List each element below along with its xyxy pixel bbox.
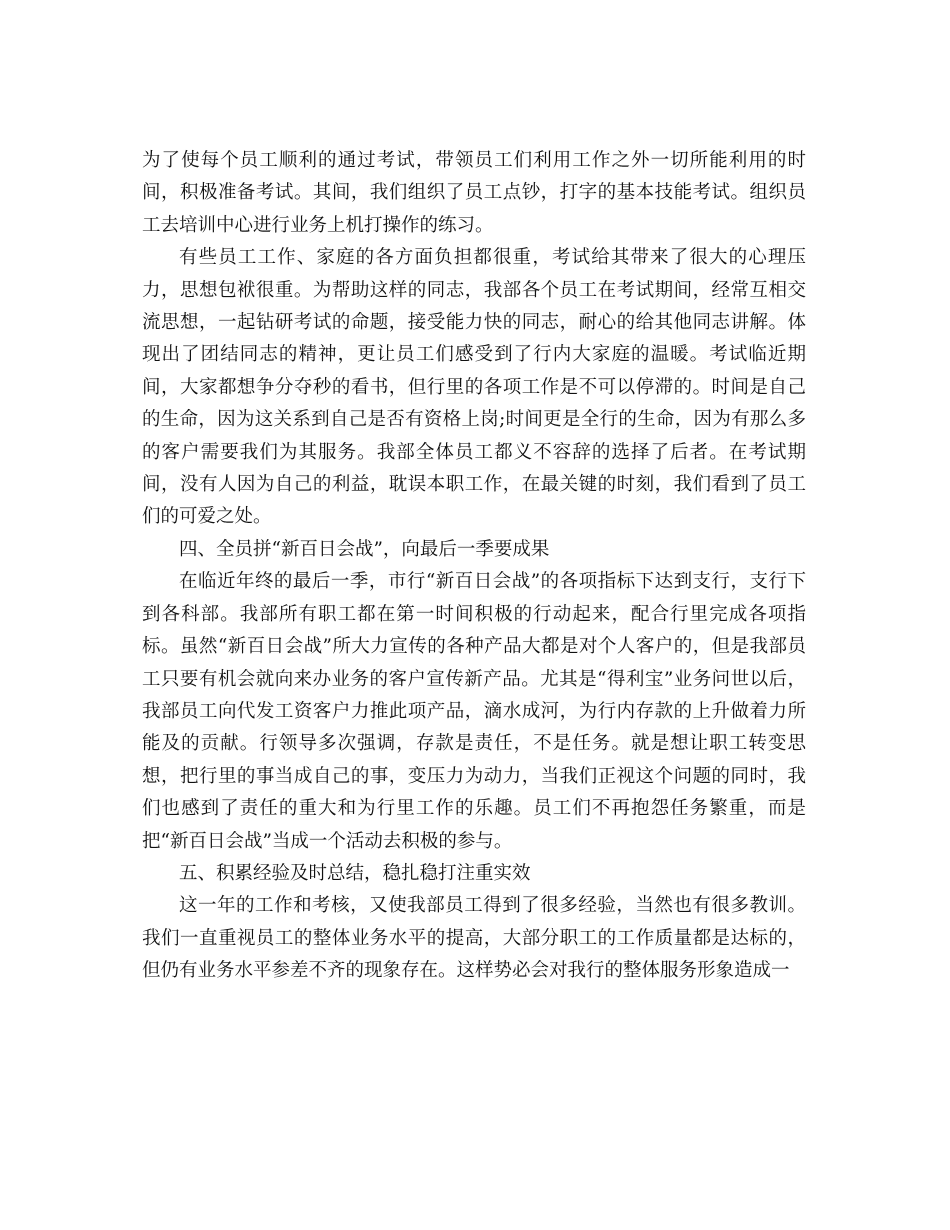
paragraph-exam-preparation: 为了使每个员工顺利的通过考试，带领员工们利用工作之外一切所能利用的时间，积极准备考试。其间，我们组织了员工点钞，打字的基本技能考试。组织员工去培训中心进行业务上机打操作的练习。	[142, 150, 806, 236]
paragraph-hundred-day-campaign: 在临近年终的最后一季，市行“新百日会战”的各项指标下达到支行，支行下到各科部。我部所有职工都在第一时间积极的行动起来，配合行里完成各项指标。虽然“新百日会战”所大力宣传的各种产品大都是对个人客户的，但是我部员工只要有机会就向来办业务的客户宣传新产品。尤其是“得利宝”业务问世以后，我部员工向代发工资客户力推此项产品，滴水成河，为行内存款的上升做着力所能及的贡献。行领导多次强调，存款是责任，不是任务。就是想让职工转变思想，把行里的事当成自己的事，变压力为动力，当我们正视这个问题的同时，我们也感到了责任的重大和为行里工作的乐趣。员工们不再抱怨任务繁重，而是把“新百日会战”当成一个活动去积极的参与。	[142, 571, 806, 852]
paragraph-experience-summary: 这一年的工作和考核，又使我部员工得到了很多经验，当然也有很多教训。我们一直重视员工的整体业务水平的提高，大部分职工的工作质量都是达标的，但仍有业务水平参差不齐的现象存在。这样势必会对我行的整体服务形象造成一	[142, 895, 806, 982]
section-heading-four: 四、全员拼“新百日会战”，向最后一季要成果	[179, 538, 550, 560]
paragraph-staff-support: 有些员工工作、家庭的各方面负担都很重，考试给其带来了很大的心理压力，思想包袱很重。为帮助这样的同志，我部各个员工在考试期间，经常互相交流思想，一起钻研考试的命题，接受能力快的同志，耐心的给其他同志讲解。体现出了团结同志的精神，更让员工们感受到了行内大家庭的温暖。考试临近期间，大家都想争分夺秒的看书，但行里的各项工作是不可以停滞的。时间是自己的生命，因为这关系到自己是否有资格上岗;时间更是全行的生命，因为有那么多的客户需要我们为其服务。我部全体员工都义不容辞的选择了后者。在考试期间，没有人因为自己的利益，耽误本职工作，在最关键的时刻，我们看到了员工们的可爱之处。	[142, 247, 806, 528]
document-body	[142, 145, 806, 988]
section-heading-five: 五、积累经验及时总结，稳扎稳打注重实效	[179, 862, 531, 884]
